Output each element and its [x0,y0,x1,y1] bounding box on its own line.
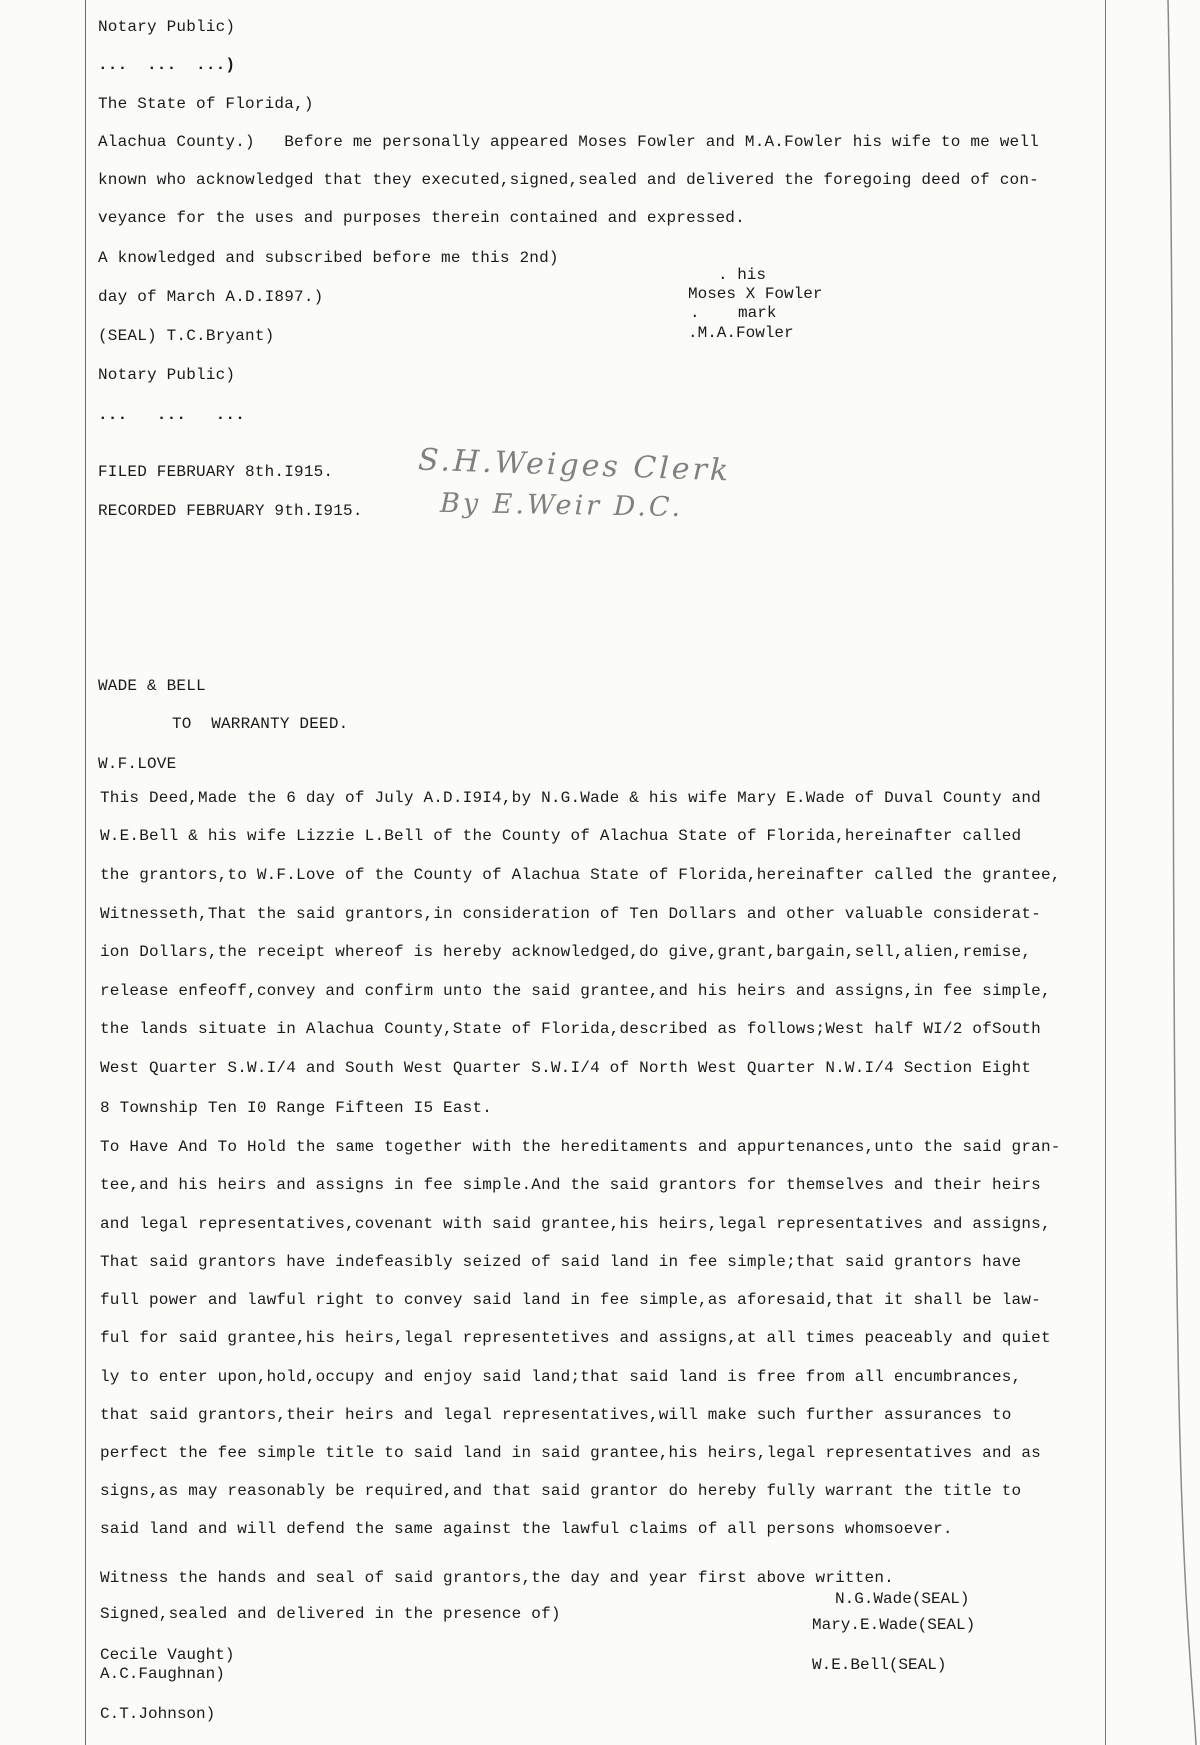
deed-body-line: This Deed,Made the 6 day of July A.D.I9I4,by N.G.Wade & his wife Mary E.Wade of Duval County and [100,789,1041,807]
signature-mark: . mark [690,304,777,322]
deed-body-line: To Have And To Hold the same together with the hereditaments and appurtenances,unto the said gran- [100,1138,1061,1156]
deputy-signature: By E.Weir D.C. [439,487,684,524]
deed-body-line: said land and will defend the same against the lawful claims of all persons whomsoever. [100,1520,953,1538]
witness-name: Cecile Vaught) [100,1646,235,1664]
notary-header: Notary Public) [98,18,236,36]
seal-line: (SEAL) T.C.Bryant) [98,327,275,345]
deed-type: TO WARRANTY DEED. [172,715,349,733]
grantor-signature: W.E.Bell(SEAL) [812,1656,947,1674]
county-line: Alachua County.) Before me personally appeared Moses Fowler and M.A.Fowler his wife to me well [98,133,1039,151]
grantor-signature: N.G.Wade(SEAL) [835,1590,970,1608]
deed-body-line: full power and lawful right to convey said land in fee simple,as aforesaid,that it shall be law- [100,1291,1041,1309]
recorded-date: RECORDED FEBRUARY 9th.I915. [98,502,363,520]
deed-body-line: West Quarter S.W.I/4 and South West Quarter S.W.I/4 of North West Quarter N.W.I/4 Section Eight [100,1059,1032,1077]
right-margin-rule [1105,0,1106,1745]
page-edge-curl [1150,0,1200,1745]
witness-name: C.T.Johnson) [100,1705,216,1723]
filed-date: FILED FEBRUARY 8th.I915. [98,463,334,481]
deed-body-line: ful for said grantee,his heirs,legal representetives and assigns,at all times peaceably and quiet [100,1329,1051,1347]
deed-body-line: ly to enter upon,hold,occupy and enjoy said land;that said land is free from all encumbrances, [100,1368,1022,1386]
deed-body-line: That said grantors have indefeasibly seized of said land in fee simple;that said grantors have [100,1253,1022,1271]
grantor-signature: Mary.E.Wade(SEAL) [812,1616,976,1634]
deed-body-line: tee,and his heirs and assigns in fee simple.And the said grantors for themselves and their heirs [100,1176,1041,1194]
deed-body-line: that said grantors,their heirs and legal representatives,will make such further assurances to [100,1406,1012,1424]
deed-parties-grantors: WADE & BELL [98,677,206,695]
day-line: day of March A.D.I897.) [98,288,324,306]
deed-body-line: W.E.Bell & his wife Lizzie L.Bell of the County of Alachua State of Florida,hereinafter called [100,827,1022,845]
left-margin-rule [85,0,86,1745]
dots-line: ... ... ...) [98,56,236,74]
dots-line: ... ... ... [98,406,246,424]
signature-moses-fowler: Moses X Fowler [688,285,823,303]
acknowledged-date-line: A knowledged and subscribed before me this 2nd) [98,249,559,267]
deed-body-line: the grantors,to W.F.Love of the County of Alachua State of Florida,hereinafter called the grantee, [100,866,1061,884]
deed-body-line: perfect the fee simple title to said land in said grantee,his heirs,legal representatives and as [100,1444,1041,1462]
deed-body-line: the lands situate in Alachua County,State of Florida,described as follows;West half WI/2 ofSouth [100,1020,1041,1038]
notary-footer: Notary Public) [98,366,236,384]
deed-body-line: and legal representatives,covenant with said grantee,his heirs,legal representatives and assigns, [100,1215,1051,1233]
deed-body-line: signs,as may reasonably be required,and that said grantor do hereby fully warrant the title to [100,1482,1022,1500]
deed-body-line: release enfeoff,convey and confirm unto the said grantee,and his heirs and assigns,in fee simple, [100,982,1051,1000]
deed-body-line: ion Dollars,the receipt whereof is hereby acknowledged,do give,grant,bargain,sell,alien,remise, [100,943,1032,961]
clerk-signature: S.H.Weiges Clerk [417,442,732,489]
state-line: The State of Florida,) [98,95,314,113]
signature-his: . his [718,266,767,284]
acknowledgment-line: known who acknowledged that they executed,signed,sealed and delivered the foregoing deed of con- [98,171,1039,189]
deed-body-line: 8 Township Ten I0 Range Fifteen I5 East. [100,1099,493,1117]
signed-sealed-line: Signed,sealed and delivered in the presence of) [100,1605,561,1623]
deed-body-line: Witnesseth,That the said grantors,in consideration of Ten Dollars and other valuable considerat- [100,905,1041,923]
deed-parties-grantee: W.F.LOVE [98,755,177,773]
acknowledgment-line: veyance for the uses and purposes therein contained and expressed. [98,209,745,227]
signature-ma-fowler: .M.A.Fowler [688,324,794,342]
witness-clause: Witness the hands and seal of said grantors,the day and year first above written. [100,1569,894,1587]
witness-name: A.C.Faughnan) [100,1665,225,1683]
